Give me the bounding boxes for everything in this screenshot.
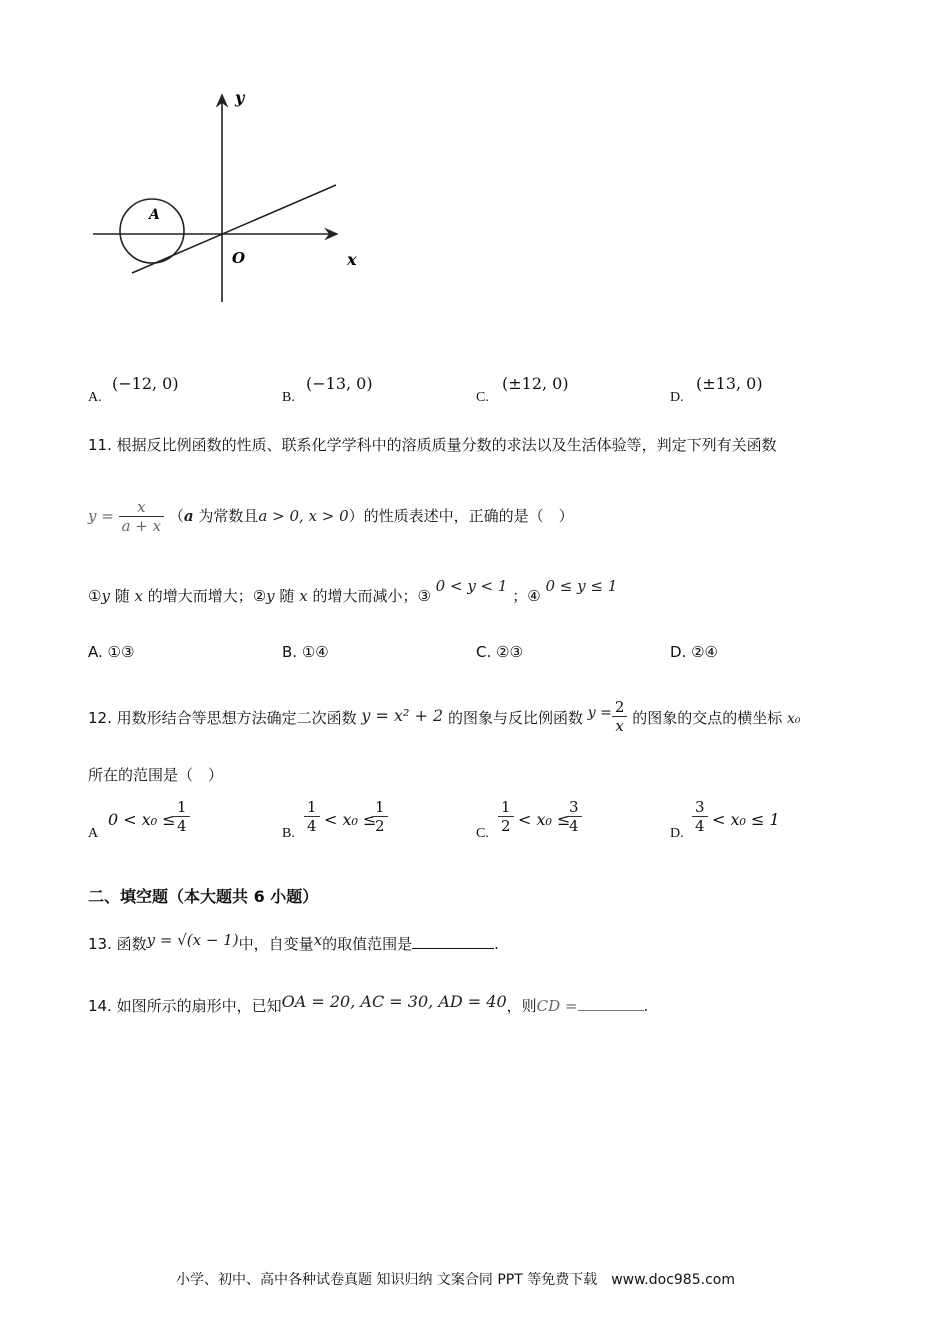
- q11-cond-text: 为常数且: [193, 507, 259, 525]
- option-value: (±13, 0): [696, 374, 763, 393]
- q11-cond-pre: （: [168, 507, 184, 525]
- q13-text: 13. 函数: [88, 935, 147, 953]
- q11-cond-math: a > 0, x > 0: [258, 507, 349, 525]
- option-mid: < x₀ ≤: [324, 810, 377, 829]
- q11-option-c[interactable]: C. ②③: [476, 643, 523, 661]
- option-value: (−13, 0): [306, 374, 373, 393]
- option-fraction: [372, 798, 388, 835]
- q11-option-a[interactable]: A. ①③: [88, 643, 135, 661]
- q11-function-line: [88, 498, 574, 535]
- section-heading: 二、填空题（本大题共 6 小题）: [88, 887, 319, 906]
- stmt-var: y: [266, 587, 275, 605]
- stmt-text: 随: [274, 587, 300, 605]
- frac-den: 4: [307, 817, 317, 835]
- origin-label: O: [232, 249, 246, 267]
- frac-num: 1: [174, 798, 190, 817]
- circle-center-label: A: [149, 207, 160, 223]
- frac-num: 1: [304, 798, 320, 817]
- option-label: B.: [282, 390, 295, 405]
- option-mid: < x₀ ≤: [518, 810, 571, 829]
- frac-num: 3: [566, 798, 582, 817]
- stmt4-math: 0 ≤ y ≤ 1: [545, 577, 618, 595]
- q11-option-d[interactable]: D. ②④: [670, 643, 718, 661]
- option-value: (−12, 0): [112, 374, 179, 393]
- option-fraction: [174, 798, 190, 835]
- option-pre: 0 < x₀ ≤: [108, 810, 176, 829]
- q14-text: 14. 如图所示的扇形中，已知: [88, 997, 282, 1015]
- option-fraction: [566, 798, 582, 835]
- q12-quadratic: y = x² + 2: [361, 706, 444, 725]
- option-prefraction: [692, 798, 708, 835]
- q13-text: 中，自变量: [238, 935, 314, 953]
- q12-text: 12. 用数形结合等思想方法确定二次函数: [88, 709, 357, 727]
- frac-den: 2: [375, 817, 385, 835]
- q14: [88, 994, 648, 1016]
- answer-blank[interactable]: [578, 994, 644, 1011]
- stmt-text: 随: [109, 587, 135, 605]
- option-prefraction: [498, 798, 514, 835]
- q13-var: x: [313, 931, 323, 949]
- q14-math: OA = 20, AC = 30, AD = 40: [281, 992, 507, 1011]
- stmt3-math: 0 < y < 1: [435, 577, 508, 595]
- option-label: A: [88, 826, 99, 841]
- q11-statements: [88, 577, 618, 606]
- q13: [88, 932, 499, 954]
- answer-blank[interactable]: [412, 932, 494, 949]
- q12-recip-num: 2: [612, 698, 628, 717]
- stmt-sep: ；④: [512, 587, 541, 605]
- stmt-var: y: [101, 587, 110, 605]
- q14-ask: CD =: [536, 997, 578, 1015]
- stmt-text: 的增大而减小；③: [307, 587, 431, 605]
- q13-text: .: [494, 935, 499, 953]
- q12-text: 的图象与反比例函数: [448, 709, 584, 727]
- frac-num: 3: [692, 798, 708, 817]
- q13-text: 的取值范围是: [322, 935, 413, 953]
- q11-func-fraction: [119, 498, 165, 535]
- q11-option-b[interactable]: B. ①④: [282, 643, 329, 661]
- y-axis-label: y: [235, 88, 245, 107]
- option-label: D.: [670, 826, 684, 841]
- frac-num: 1: [498, 798, 514, 817]
- q12-recip-fraction: [612, 698, 628, 735]
- option-label: B.: [282, 826, 295, 841]
- q11-func-lhs: y =: [88, 507, 114, 525]
- option-mid: < x₀ ≤ 1: [712, 810, 780, 829]
- q12-recip-den: x: [615, 717, 624, 735]
- q11-stem: 11. 根据反比例函数的性质、联系化学学科中的溶质质量分数的求法以及生活体验等，判定下列有关函数: [88, 436, 777, 454]
- q11-cond-var: a: [183, 507, 194, 525]
- q12-text: 的图象的交点的横坐标: [632, 709, 783, 727]
- q12-recip-lhs: y =: [587, 705, 612, 721]
- stmt-var: x: [299, 587, 308, 605]
- frac-den: 4: [695, 817, 705, 835]
- stmt-var: x: [134, 587, 143, 605]
- q11-func-num: x: [119, 498, 165, 517]
- frac-den: 2: [501, 817, 511, 835]
- q13-math: y = √(x − 1): [146, 931, 239, 949]
- coordinate-figure: [85, 85, 375, 315]
- frac-num: 1: [372, 798, 388, 817]
- q11-cond-post: ）的性质表述中，正确的是（ ）: [348, 507, 574, 525]
- option-label: D.: [670, 390, 684, 405]
- q11-func-den: a + x: [121, 517, 162, 535]
- frac-den: 4: [177, 817, 187, 835]
- page-footer: 小学、初中、高中各种试卷真题 知识归纳 文案合同 PPT 等免费下载 www.doc985.com: [176, 1272, 735, 1288]
- q12-x0: x₀: [787, 711, 801, 727]
- option-prefraction: [304, 798, 320, 835]
- stmt-text: 的增大而增大；②: [142, 587, 267, 605]
- option-label: C.: [476, 826, 489, 841]
- option-label: C.: [476, 390, 489, 405]
- q14-text: .: [643, 997, 649, 1015]
- frac-den: 4: [569, 817, 579, 835]
- x-axis-label: x: [347, 250, 357, 269]
- option-value: (±12, 0): [502, 374, 569, 393]
- q12-stem-line1: [88, 700, 801, 737]
- q12-stem-line2: 所在的范围是（ ）: [88, 766, 224, 784]
- option-label: A.: [88, 390, 102, 405]
- q14-text: ，则: [506, 997, 537, 1015]
- stmt-text: ①: [88, 587, 102, 605]
